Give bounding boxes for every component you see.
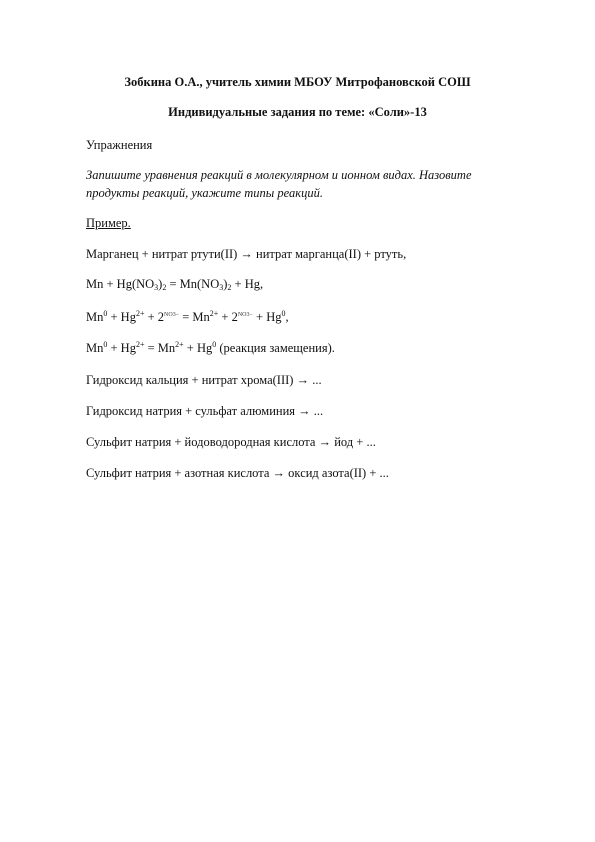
example-molecular-equation: $Mn + Hg(NO_3)_2 = Mn(NO_3)_2 + Hg$, bbox=[86, 277, 264, 292]
instruction-line-2: продукты реакций, укажите типы реакций. bbox=[86, 186, 323, 200]
example-label: Пример. bbox=[86, 216, 131, 230]
task-item: Сульфит натрия + йодоводородная кислота → йод + ... bbox=[86, 435, 376, 449]
example-full-ionic-equation: $Mn^0 + Hg^{2+} + 2^{NO3-} = Mn^{2+} + 2^{NO3-} + Hg^0$, bbox=[86, 309, 289, 324]
task-item: Гидроксид натрия + сульфат алюминия → ... bbox=[86, 404, 324, 418]
nitrate-ion-mark: NO3− bbox=[164, 312, 180, 318]
task-item: Сульфит натрия + азотная кислота → оксид азота(II) + ... bbox=[86, 466, 389, 480]
example-word-equation: Марганец + нитрат ртути(II) → нитрат марганца(II) + ртуть, bbox=[86, 247, 407, 261]
task-item: Гидроксид кальция + нитрат хрома(III) → ... bbox=[86, 373, 322, 387]
author-line: Зобкина О.А., учитель химии МБОУ Митрофановской СОШ bbox=[124, 75, 471, 89]
nitrate-ion-mark: NO3− bbox=[237, 312, 253, 318]
document-title: Индивидуальные задания по теме: «Соли»-13 bbox=[168, 105, 427, 119]
example-short-ionic-equation: $Mn^0 + Hg^{2+} = Mn^{2+} + Hg^0$ (реакция замещения). bbox=[86, 340, 335, 355]
instruction-line-1: Запишите уравнения реакций в молекулярном и ионном видах. Назовите bbox=[86, 168, 472, 182]
section-heading: Упражнения bbox=[86, 138, 153, 152]
